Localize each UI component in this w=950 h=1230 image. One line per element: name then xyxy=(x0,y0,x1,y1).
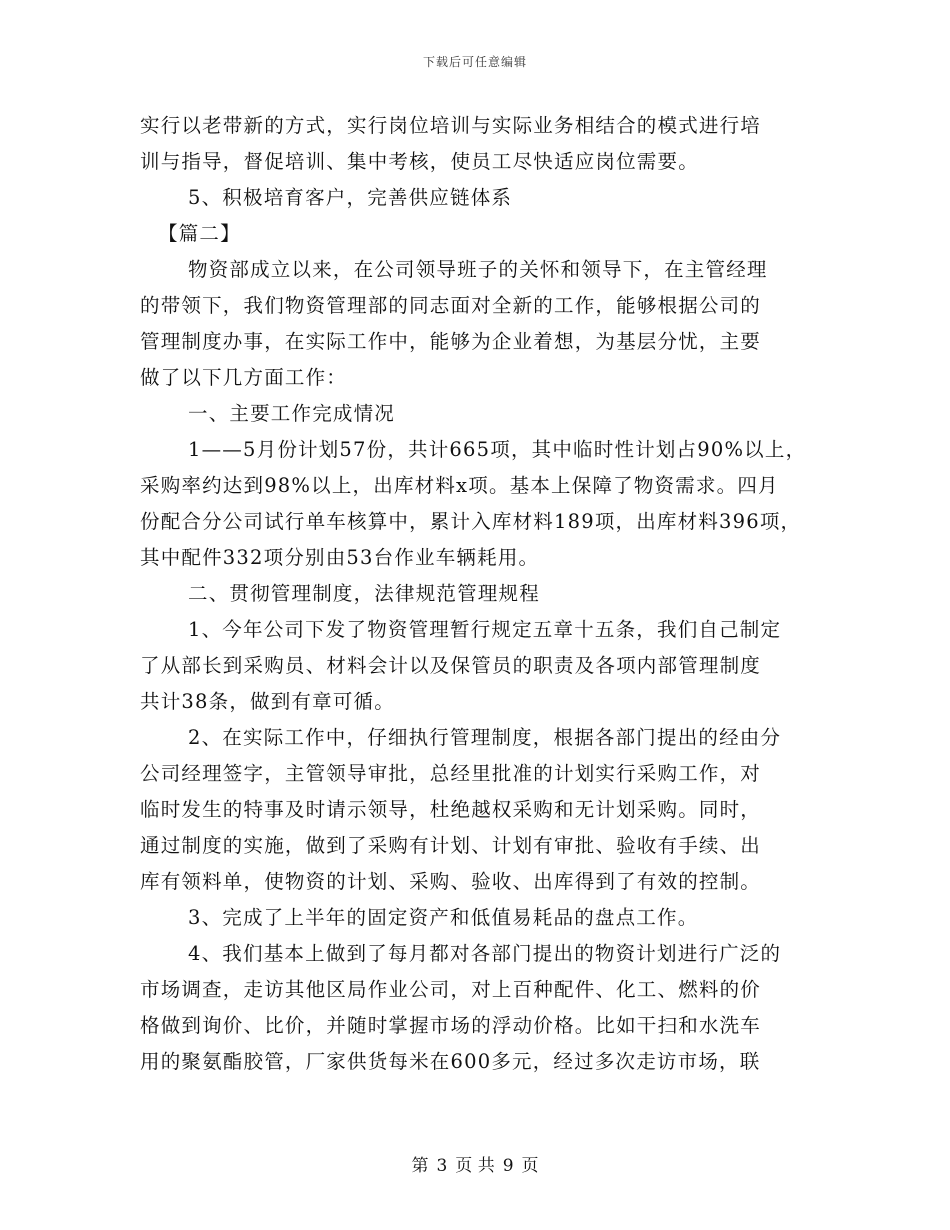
body-line: 格做到询价、比价，并随时掌握市场的浮动价格。比如干扫和水洗车 xyxy=(140,1014,762,1037)
total-pages: 9 xyxy=(502,1156,514,1176)
body-line: 共计38条，做到有章可循。 xyxy=(140,690,395,713)
body-line: 3、完成了上半年的固定资产和低值易耗品的盘点工作。 xyxy=(188,906,699,929)
footer-middle: 页 共 xyxy=(455,1156,495,1176)
body-line: 公司经理签字，主管领导审批，总经里批准的计划实行采购工作，对 xyxy=(140,762,762,785)
body-line: 临时发生的特事及时请示领导，杜绝越权采购和无计划采购。同时， xyxy=(140,798,762,821)
body-line: 通过制度的实施，做到了采购有计划、计划有审批、验收有手续、出 xyxy=(140,834,762,857)
page-number: 3 xyxy=(436,1156,448,1176)
body-line: 市场调查，走访其他区局作业公司，对上百种配件、化工、燃料的价 xyxy=(140,978,762,1001)
section-heading: 【篇二】 xyxy=(158,222,241,245)
body-line: 1——5月份计划57份，共计665项，其中临时性计划占90%以上， xyxy=(188,438,807,461)
body-line: 的带领下，我们物资管理部的同志面对全新的工作，能够根据公司的 xyxy=(140,294,762,317)
page-header: 下载后可任意编辑 xyxy=(422,55,527,69)
body-line: 用的聚氨酯胶管，厂家供货每米在600多元，经过多次走访市场，联 xyxy=(140,1050,761,1073)
body-line: 了从部长到采购员、材料会计以及保管员的职责及各项内部管理制度 xyxy=(140,654,762,677)
body-line: 4、我们基本上做到了每月都对各部门提出的物资计划进行广泛的 xyxy=(188,942,782,965)
document-body xyxy=(140,108,830,1080)
body-line: 份配合分公司试行单车核算中，累计入库材料189项，出库材料396项， xyxy=(140,510,802,533)
body-line: 2、在实际工作中，仔细执行管理制度，根据各部门提出的经由分 xyxy=(188,726,782,749)
body-line: 物资部成立以来，在公司领导班子的关怀和领导下，在主管经理 xyxy=(188,258,768,281)
footer-prefix: 第 xyxy=(411,1156,429,1176)
body-line: 其中配件332项分别由53台作业车辆耗用。 xyxy=(140,546,540,569)
body-line: 训与指导，督促培训、集中考核，使员工尽快适应岗位需要。 xyxy=(140,150,699,173)
body-line: 5、积极培育客户，完善供应链体系 xyxy=(188,186,513,209)
body-line: 采购率约达到98%以上，出库材料x项。基本上保障了物资需求。四月 xyxy=(140,474,779,497)
section-heading: 二、贯彻管理制度，法律规范管理规程 xyxy=(188,582,540,605)
body-line: 库有领料单，使物资的计划、采购、验收、出库得到了有效的控制。 xyxy=(140,870,762,893)
section-heading: 一、主要工作完成情况 xyxy=(188,402,396,425)
body-line: 实行以老带新的方式，实行岗位培训与实际业务相结合的模式进行培 xyxy=(140,114,762,137)
body-line: 1、今年公司下发了物资管理暂行规定五章十五条，我们自己制定 xyxy=(188,618,782,641)
body-line: 做了以下几方面工作： xyxy=(140,366,348,389)
page-footer xyxy=(0,1151,950,1176)
footer-suffix: 页 xyxy=(521,1156,539,1176)
body-line: 管理制度办事，在实际工作中，能够为企业着想，为基层分忧，主要 xyxy=(140,330,762,353)
